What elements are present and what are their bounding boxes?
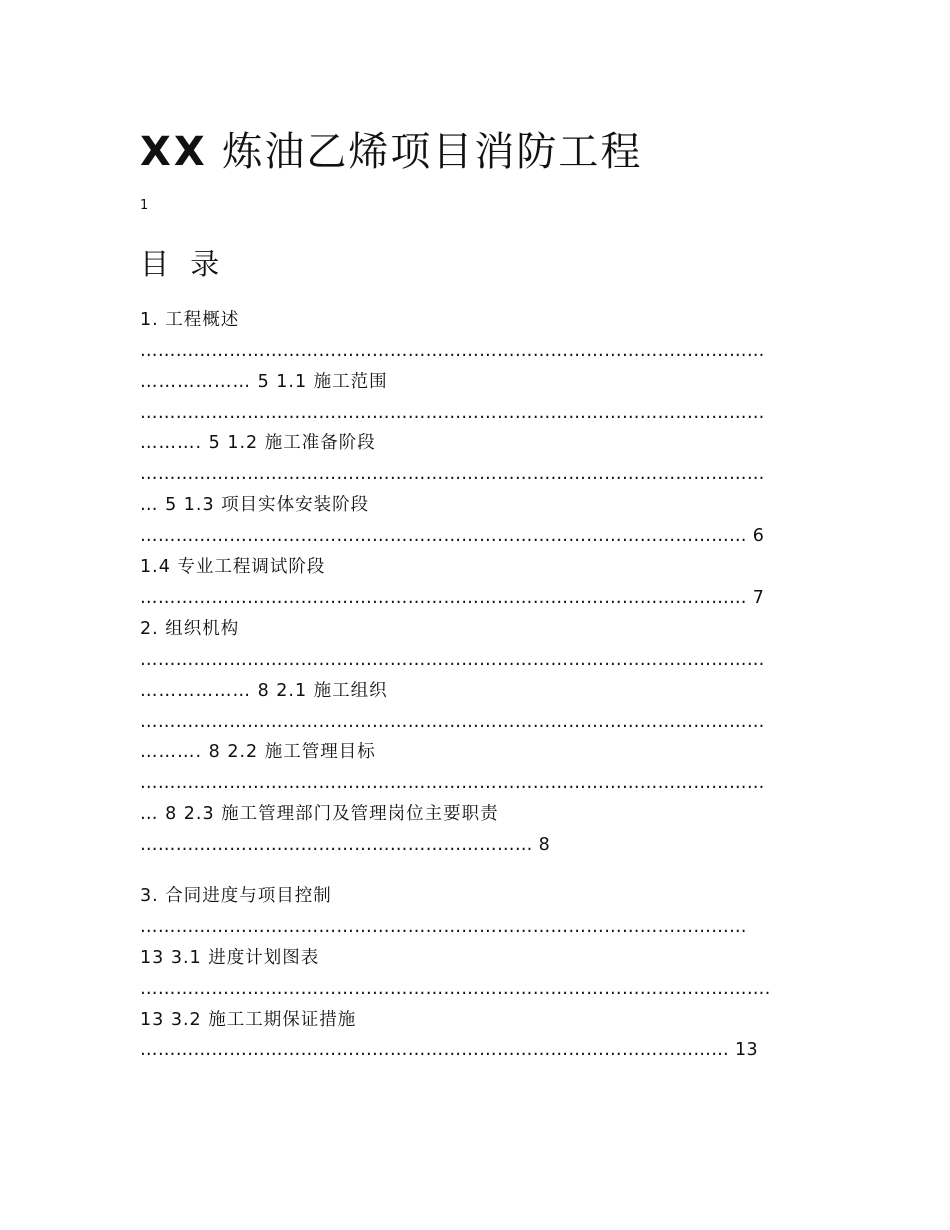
toc-line[interactable]: 2. 组织机构: [140, 619, 240, 639]
title-main: 炼油乙烯项目消防工程: [207, 129, 643, 175]
toc-line[interactable]: 1. 工程概述: [140, 310, 240, 330]
toc-line[interactable]: … 8 2.3 施工管理部门及管理岗位主要职责: [140, 804, 499, 824]
toc-line[interactable]: 3. 合同进度与项目控制: [140, 886, 332, 906]
toc-line[interactable]: ………. 5 1.2 施工准备阶段: [140, 433, 376, 453]
document-title: [140, 128, 642, 176]
toc-dots: ……………………………………………………………………………………………: [140, 773, 765, 793]
toc-dots: ……………………………………………………………………………………………: [140, 650, 765, 670]
toc-dots: ……………………………………………………………………………………………: [140, 403, 765, 423]
toc-line[interactable]: 13 3.2 施工工期保证措施: [140, 1010, 357, 1030]
toc-dots-page: ……………………………………………………………………………………… 13: [140, 1040, 758, 1060]
toc-heading: 目 录: [140, 247, 226, 281]
toc-line[interactable]: … 5 1.3 项目实体安装阶段: [140, 495, 370, 515]
toc-dots: ……………………………………………………………………………………………: [140, 341, 765, 361]
toc-dots: …………………………………………………………………………………………….: [140, 979, 771, 999]
toc-dots: …………………………………………………………………………………………: [140, 917, 747, 937]
toc-dots-page: ………………………………………………………………………………………… 7: [140, 588, 765, 608]
page-number: 1: [140, 198, 149, 213]
toc-dots-page: ………………………………………………………… 8: [140, 835, 551, 855]
toc-line[interactable]: 1.4 专业工程调试阶段: [140, 557, 326, 577]
toc-line[interactable]: ……………… 8 2.1 施工组织: [140, 681, 388, 701]
toc-dots: ……………………………………………………………………………………………: [140, 464, 765, 484]
toc-dots: ……………………………………………………………………………………………: [140, 712, 765, 732]
toc-line[interactable]: ……………… 5 1.1 施工范围: [140, 372, 388, 392]
toc-line[interactable]: ………. 8 2.2 施工管理目标: [140, 742, 376, 762]
title-prefix: XX: [140, 129, 208, 175]
toc-dots-page: ………………………………………………………………………………………… 6: [140, 526, 765, 546]
toc-line[interactable]: 13 3.1 进度计划图表: [140, 948, 320, 968]
